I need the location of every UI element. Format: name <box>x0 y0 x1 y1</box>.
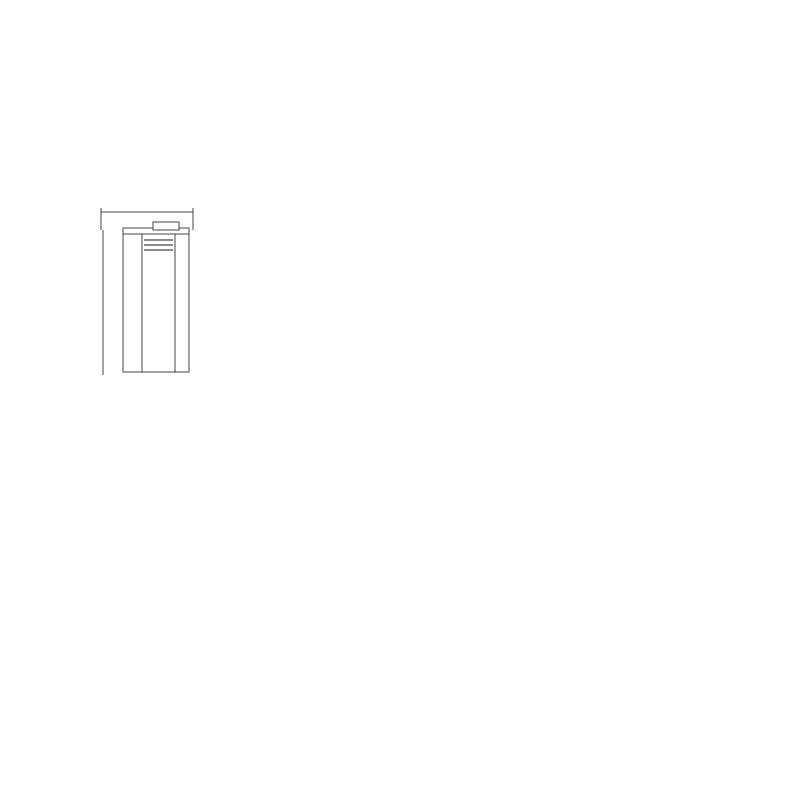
control-panel <box>153 222 179 230</box>
frontal-view-drawing <box>95 200 205 385</box>
stove-body <box>123 234 189 372</box>
